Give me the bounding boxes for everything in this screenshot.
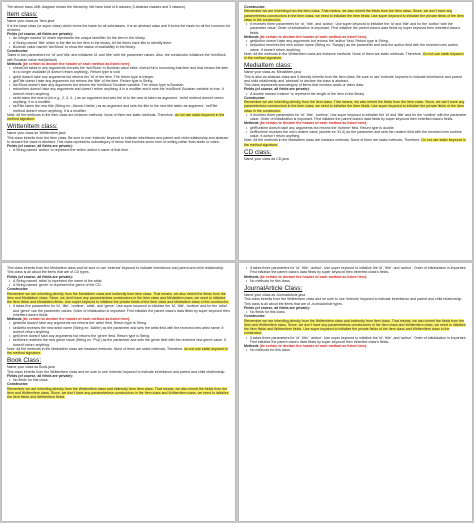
- bullet-item: • It receives three parameters for 'id', 'title', 'runtime'. Use super keyword to initialize the 'id' and 'title' and for the 'runtime' with the parameter value. Order of initialization is important. First initialize the parent class's data fields by super keyword then inherited class's fields.: [244, 113, 467, 122]
- subsection-label: Constructor:: [244, 95, 266, 100]
- bullet-item: • setRuntime receives the new runtime value (double ex: 51.0) as the parameter and sets the runtime field with the received new runtime value. It doesn't return anything.: [244, 130, 467, 139]
- paragraph: [244, 100, 467, 113]
- methods-label-text: Methods: [7, 317, 23, 321]
- paragraph-text: This class represents subcategory of items that involves audio or video data.: [244, 83, 365, 87]
- paragraph-text: This class inherits from the WrittenItem class and be sure to use 'extends' keyword to indicate inheritance and parent and child relationship. This class is all about the items that are of JournalArticle types.: [244, 297, 463, 306]
- bullet-item: • A String named 'artist' to represent the name of the artist.: [7, 279, 230, 283]
- bullet-item: • getId doesn't take any arguments but returns the 'id' of the item. The return type is Integer.: [7, 75, 230, 79]
- document-page-2: [239, 2, 472, 260]
- highlighted-text: Remember we are inheriting directly from the WrittenItem class and indirectly from Item class. That means, we also inherit the fields from the Item and WrittenItem class. Since, we don't have any parameterless constructors in the Item class and WrittenItem class, we need to initialize the Item fields and WrittenItem fields.: [7, 386, 229, 399]
- subsection-label: Fields (of course, all fields are private):: [7, 32, 73, 36]
- bullet-item: • It takes three parameters for 'id', 'title', 'author'. Use super keyword to initialize the 'id', 'title', and 'author'. Order of initialization is important. First initialize the parent class's data fields by super keyword then inherited class's fields.: [244, 266, 467, 275]
- section-heading: JournalArticle Class:: [244, 285, 303, 292]
- bullet-item: • checkOut takes in any arguments but sets the 'isInStock' to Boolean value false. checkOut is borrowing that item and that means the item is no longer available (it doesn't return anything). Return type is void: [7, 66, 230, 75]
- paragraph-text: Name your class as 'Item.java': [7, 19, 55, 24]
- paragraph-text: This is also an abstract class and it directly inherits from the Item class. Be sure to use 'extends' keyword to indicate inheritance and parent and child relationship and 'abstract' to declare the class is abstract.: [244, 74, 462, 83]
- document-page-3: [2, 263, 235, 521]
- bullet-item: • setId takes the new id (int e.g., 2, 3, 4...) as an argument and sets the id to the new id taken as argument. 'setId' method doesn't return anything. It is a modifier.: [7, 96, 230, 105]
- subsection-label: Fields (of course, all fields are private):: [7, 274, 73, 279]
- bullet-item: • getAuthor doesn't take any arguments but returns the 'author' field. Return type is String.: [244, 39, 467, 43]
- paragraph-text: This class inherits from the Item class. Be sure to use 'extends' keyword to indicate inheritance and parent and child relationship and abstract to declare the class is abstract. This class represents subcategory of items that involves some form of writing rather than audio or video.: [7, 135, 229, 144]
- bullet-item: • A String named 'title' which is the title for the item in the library. All the items have title to identify them.: [7, 41, 230, 45]
- paragraph-text: Note: All the methods in the MediaItem class are instance methods. None of them are static methods. Therefore,: [7, 346, 185, 351]
- subsection-label: Fields (of course, all fields are private):: [7, 144, 73, 148]
- bullet-item: • getGenre doesn't take any arguments but returns the 'genre' field. Return type is String.: [7, 334, 230, 338]
- bullet-item: • getTitle doesn't take any arguments but returns the 'title' of the item. Return type is String.: [7, 79, 230, 83]
- paragraph: [7, 53, 230, 62]
- methods-requirement-note: (be certain to declare the header of each method as listed here):: [259, 344, 368, 348]
- bullet-item: • No methods for this class.: [244, 279, 467, 283]
- methods-label-text: Methods: [244, 34, 260, 39]
- subsection-label: Constructor:: [7, 49, 29, 53]
- paragraph: [244, 52, 467, 61]
- bullet-item: • No fields for this class.: [7, 378, 230, 382]
- paragraph-text: Name your class as 'MediaItem.java': [244, 70, 302, 75]
- highlighted-text: do not use static keyword in the method signature.: [7, 112, 225, 121]
- bullet-item: • A double named 'runtime' to represent the length of the item in the library.: [244, 92, 467, 96]
- paragraph-text: The above class UML diagram shows the hierarchy. We have total of 6 classes (3 abstract classes and 3 classes).: [7, 5, 186, 9]
- paragraph: [244, 9, 467, 22]
- paragraph: [7, 387, 230, 400]
- bullet-item: • It takes five parameters for 'id', 'title', 'runtime', 'artist', and 'genre'. Use super keyword to initialize the 'id', 'title', 'runtime' and for the 'artist' and 'genre' use the parameter values. Order of initialization is important. First initialize the parent class's data fields by super keyword then inherited class's fields.: [7, 304, 230, 317]
- paragraph-text: Name your class as CD.java: [244, 156, 289, 161]
- subsection-label: Fields (of course, all fields are private):: [244, 87, 310, 92]
- document-page-1: [2, 2, 235, 260]
- subsection-label: Constructor:: [7, 382, 29, 387]
- subsection-label: Constructor:: [244, 314, 266, 319]
- methods-label-text: Methods: [244, 121, 260, 126]
- methods-requirement-note: (be certain to declare the header of each method as listed here):: [259, 34, 368, 39]
- methods-requirement-note: (be certain to declare the header of each method as listed here):: [259, 274, 368, 279]
- highlighted-text: Do not use static keyword in the method signature.: [244, 138, 466, 147]
- highlighted-text: Do not use static keyword in the method signature.: [244, 51, 464, 60]
- paragraph: [7, 113, 230, 122]
- highlighted-text: Remember we are inheriting directly from the Item class. That means, we also inherit the fields from the Item class. Since, we don't have any parameterless constructors in the Item class, we need to initialize the Item fields. Use super keyword to initialize the private fields of the Item class in the constructor.: [244, 100, 465, 113]
- paragraph-text: It is the base class (or super class) which forms the basis for all subclasses. It is an abstract class and it forms the basis for all the common for all items.: [7, 23, 230, 32]
- paragraph-text: Note: All the methods in the WrittenItem class are instance methods. None of them are static methods. Therefore,: [244, 51, 423, 56]
- bullet-item: • An integer named 'id' which represents the unique identifier for the item in the library.: [7, 36, 230, 40]
- methods-requirement-note: (be certain to declare the header of each method as listed here):: [22, 61, 131, 66]
- section-heading: Book Class:: [7, 357, 42, 365]
- bullet-item: • It receives three parameters for 'id', 'title', and 'author'. Use super keyword to initialize the 'id' and 'title' and for the 'author' with the parameter value. Order of initialization is important. First initialize the parent class's data fields by super keyword then inherited class's fields.: [244, 22, 467, 35]
- subsection-label: Constructor:: [244, 5, 266, 9]
- highlighted-text: Remember we are inheriting directly from the MediaItem class and indirectly from Item class. That means, we also inherit the fields from the Item and MediaItem class. Since, we don't have any parameterless constructors in the Item class and MediaItem class, we need to initialize the Item fields and MediaItem fields. Use super keyword to initialize the private fields of the Item class and MediaItem class in the constructor.: [7, 291, 229, 304]
- paragraph: [7, 136, 230, 145]
- paragraph-text: This class inherits from the MediaItem class and be sure to use 'extends' keyword to indicate inheritance and parent and child relationship. This class is all about the items that are of CD types.: [7, 266, 224, 275]
- methods-label-text: Methods: [244, 344, 260, 348]
- highlighted-text: Remember we are inheriting from the Item class. That means, we also inherit the fields from the Item class. Since, we don't have any parameterless constructors in the Item class, we need to initialize the Item fields. Use super keyword to initialize the private fields of the Item class in the constructor.: [244, 9, 464, 22]
- bullet-item: • setTitle takes the new title (String ex.: Atomic Habits ) as an argument and sets the title to the new title taken as argument. 'setTitle' method doesn't return anything. It is a modifier.: [7, 104, 230, 113]
- methods-requirement-note: (be certain to declare the header of each method as listed here):: [22, 317, 131, 321]
- subsection-label: Fields (of course, all fields are private):: [244, 305, 310, 310]
- paragraph: [244, 138, 467, 147]
- paragraph: [7, 5, 230, 9]
- bullet-item: • getRuntime doesn't take any arguments but returns the 'runtime' field. Return type is double.: [244, 126, 467, 130]
- highlighted-text: Remember we are inheriting directly from the WrittenItem class and indirectly from Item class. That means, we also inherit the fields from the Item and WrittenItem class. Since, we don't have any parameterless constructors in the Item class and WrittenItem class, we need to initialize the Item fields and WrittenItem fields. Use super keyword to initialize the private fields of the Item class and WrittenItem class in the constructor.: [244, 318, 466, 336]
- bullet-item: • setArtist receives the new artist name (String ex: 'Adele') as the parameter and sets the artist field with the received new artist name. It doesn't return anything.: [7, 326, 230, 335]
- paragraph: [244, 319, 467, 336]
- paragraph-text: Name your class as Book.java: [7, 365, 55, 370]
- bullet-item: • getArtist doesn't take any arguments but returns the 'artist' field. Return type is String.: [7, 321, 230, 325]
- paragraph-text: Name your class as 'WrittenItem.java': [7, 131, 67, 136]
- methods-label-text: Methods: [244, 274, 260, 279]
- bullet-item: • A String named 'author' to represent the writer/ author's name of that item.: [7, 148, 230, 152]
- methods-label-text: Methods: [7, 61, 23, 66]
- bullet-item: • setGenre receives the new genre value (String ex: 'Pop') as the parameter and sets the genre field with the received new genre value. It doesn't return anything.: [7, 338, 230, 347]
- paragraph-text: Note: All the methods in the Item class are instance methods. None of them are static methods. Therefore,: [7, 112, 175, 117]
- bullet-item: • No fields for this class.: [244, 310, 467, 314]
- bullet-item: • returnItem doesn't take any arguments and doesn't return anything: It is a modifier and it sets the 'isInStock' Boolean variable to true. It doesn't return anything.: [7, 87, 230, 96]
- paragraph: [244, 75, 467, 84]
- paragraph: [244, 297, 467, 306]
- paragraph: [7, 24, 230, 33]
- bullet-item: • A String named 'genre' to represent the genre of the CD.: [7, 283, 230, 287]
- document-page-4: [239, 263, 472, 521]
- paragraph: [244, 157, 467, 161]
- section-heading: Item class:: [7, 11, 38, 19]
- paragraph-text: This class inherits from the WrittenItem class and be sure to use 'extends' keyword to indicate inheritance and parent and child relationship.: [7, 369, 226, 374]
- bullet-item: • It takes three parameters for 'id', 'title', 'author'. Use super keyword to initialize the 'id', 'title', and 'author'. Order of initialization is important. First initialize the parent class's data fields by super keyword then inherited class's fields.: [244, 336, 467, 345]
- paragraph-text: Note: All the methods in the MediaItem class are instance methods. None of them are static methods. Therefore,: [244, 138, 422, 143]
- bullet-item: • Boolean value named 'isInStock' to show the status of availability in the library.: [7, 45, 230, 49]
- section-heading: MediaItem class:: [244, 62, 292, 70]
- bullet-item: • isInStock doesn't take any arguments but returns the 'isInStock' Boolean variable. The return type is Boolean.: [7, 83, 230, 87]
- paragraph: [7, 347, 230, 356]
- bullet-item: • No methods for this class.: [244, 348, 467, 352]
- highlighted-text: do not use static keyword in the method signature.: [7, 346, 229, 355]
- subsection-label: Fields (of course, all fields are private):: [7, 373, 73, 378]
- bullet-item: • setAuthor receives the new author name (String ex: 'Sanjay') as the parameter and sets the author field with the received new author name. It doesn't return anything.: [244, 43, 467, 52]
- section-heading: CD class:: [244, 148, 272, 156]
- subsection-label: Constructor:: [7, 287, 29, 292]
- paragraph: [7, 292, 230, 305]
- section-heading: WrittenItem class:: [7, 123, 58, 131]
- paragraph-text: Takes in two parameters for 'id' and 'title' and initializes 'id' and 'title' with the parameter values. Also, the constructor initializes the 'isInStock' with Boolean value true(default): [7, 53, 227, 62]
- paragraph: [7, 266, 230, 275]
- methods-requirement-note: (be certain to declare the header of each method as listed here):: [259, 121, 368, 126]
- paragraph-text: Name your class as JournalArticle.java: [244, 293, 306, 297]
